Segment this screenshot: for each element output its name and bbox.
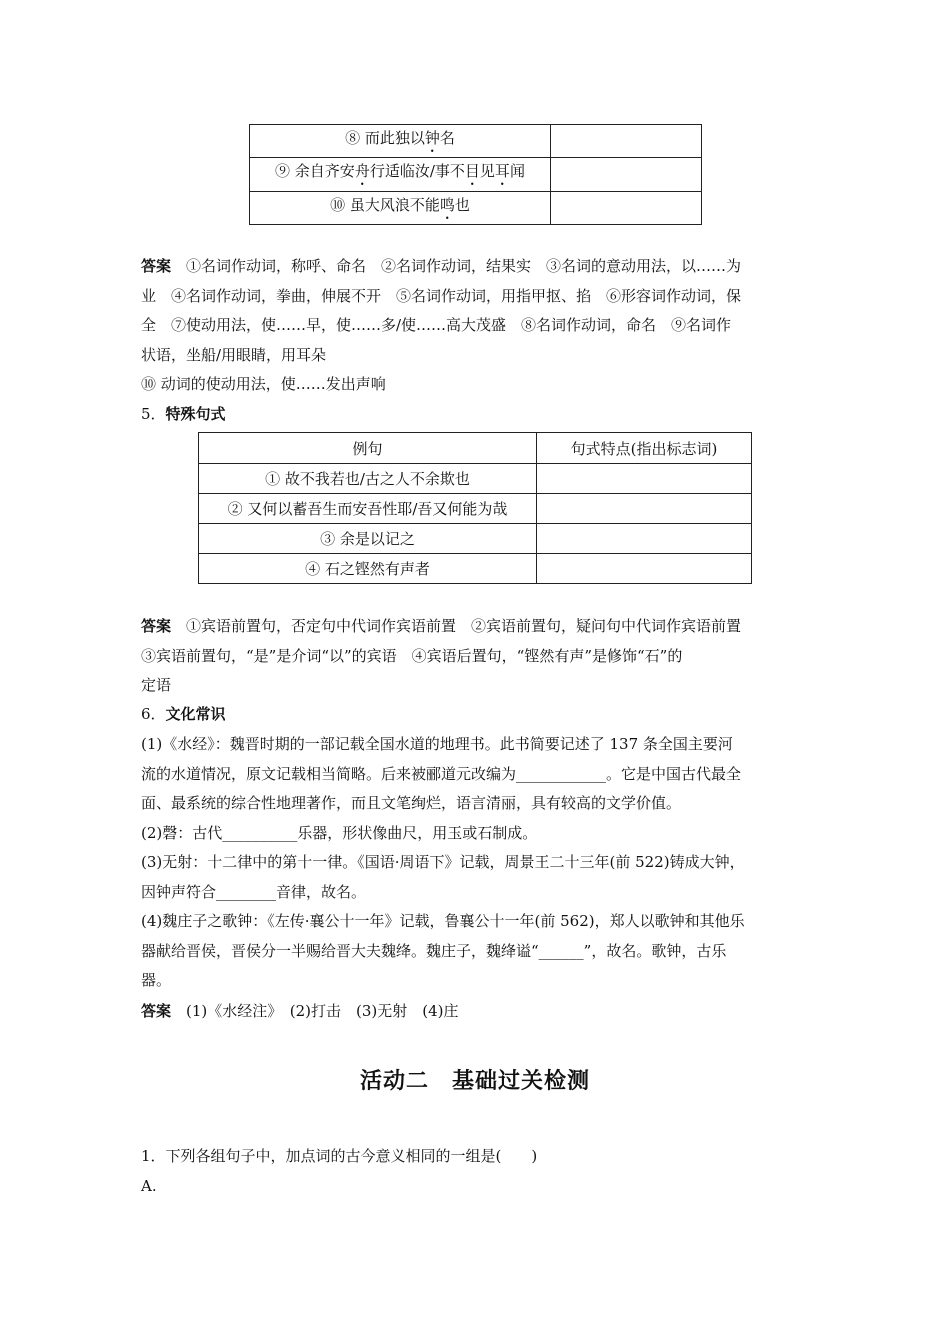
answer-block-2: 答案 ①宾语前置句，否定句中代词作宾语前置 ②宾语前置句，疑问句中代词作宾语前置 ③宾语前置句，“是”是介词“以”的宾语 ④宾语后置句，“铿然有声”是修饰“石”的 定语 xyxy=(141,617,742,694)
table-row xyxy=(199,524,752,554)
table-header-cell: 例句 xyxy=(199,433,537,464)
culture-item-2: (2)磬：古代__________乐器，形状像曲尺，用玉或石制成。 xyxy=(141,823,538,842)
table-cell-empty xyxy=(537,554,752,584)
table-row xyxy=(250,158,702,192)
culture-item-1: (1)《水经》：魏晋时期的一部记载全国水道的地理书。此书简要记述了 137 条全国主要河 xyxy=(141,735,733,753)
table-header-row xyxy=(199,433,752,464)
table-row xyxy=(199,554,752,584)
table-header-cell: 句式特点(指出标志词) xyxy=(537,433,752,464)
answer-label: 答案 xyxy=(141,1002,172,1020)
answer-label: 答案 xyxy=(141,257,172,275)
table-cell-empty xyxy=(551,158,702,192)
table-row xyxy=(199,464,752,494)
option-a: A. xyxy=(141,1176,157,1195)
table-cell-empty xyxy=(551,192,702,225)
table-cell-empty xyxy=(551,125,702,158)
culture-item-3: (3)无射：十二律中的第十一律。《国语·周语下》记载，周景王二十三年(前 522)铸成大钟， xyxy=(141,853,745,871)
question-text: 1．下列各组句子中，加点词的古今意义相同的一组是( ) xyxy=(141,1147,538,1165)
answer-block-3: 答案 (1)《水经注》 (2)打击 (3)无射 (4)庄 xyxy=(141,1002,459,1020)
table-cell: ③ 余是以记之 xyxy=(199,524,537,554)
table-cell-empty xyxy=(537,494,752,524)
section-heading-6: 6．文化常识 xyxy=(141,705,226,723)
culture-knowledge: (1)《水经》：魏晋时期的一部记载全国水道的地理书。此书简要记述了 137 条全国主要河 流的水道情况，原文记载相当简略。后来被郦道元改编为____________。它是中国古代最全 面、最系统的综合性地理著作，而且文笔绚烂，语言清丽，具有较高的文学价值。 (2)磬：古代__________乐器，形状像曲尺，用玉或石制成。 (3)无射：十二律中的第十一律。《国语·周语下》记载，周景王二十三年(前 522)铸成大钟， 因钟声符合________音律，故名。 (4)魏庄子之歌钟：《左传·襄公十一年》记载，鲁襄公十一年(前 562)，郑人以歌钟和其他乐 器献给晋侯，晋侯分一半赐给晋大夫魏绛。魏庄子，魏绛谥“______”，故名。歌钟，古乐 器。 xyxy=(141,730,811,996)
table-cell: ⑧ 而此独以钟名 xyxy=(250,125,551,158)
table-cell: ⑨ 余自齐安舟行适临汝/事不目见耳闻 xyxy=(250,158,551,192)
answer-label: 答案 xyxy=(141,617,172,635)
sentence-pattern-table xyxy=(198,432,752,584)
table-cell-empty xyxy=(537,464,752,494)
table-row xyxy=(199,494,752,524)
table-cell: ① 故不我若也/古之人不余欺也 xyxy=(199,464,537,494)
answer-block-1: 答案 ①名词作动词，称呼、命名 ②名词作动词，结果实 ③名词的意动用法，以……为 业 ④名词作动词，拳曲，伸展不开 ⑤名词作动词，用指甲抠、掐 ⑥形容词作动词，保 全 ⑦使动用法，使……早，使……多/使……高大茂盛 ⑧名词作动词，命名 ⑨名词作 状语，坐船/用眼睛，用耳朵 ⑩ 动词的使动用法，使……发出声响 xyxy=(141,257,742,393)
section-heading-5: 5．特殊句式 xyxy=(141,405,226,423)
word-usage-table xyxy=(249,124,702,225)
table-cell: ⑩ 虽大风浪不能鸣也 xyxy=(250,192,551,225)
culture-item-4: (4)魏庄子之歌钟：《左传·襄公十一年》记载，鲁襄公十一年(前 562)，郑人以歌钟和其他乐 xyxy=(141,912,745,930)
table-row xyxy=(250,192,702,225)
activity-title: 活动二 基础过关检测 xyxy=(359,1069,590,1094)
table-row xyxy=(250,125,702,158)
question-1 xyxy=(141,1142,811,1201)
table-cell: ② 又何以蓄吾生而安吾性耶/吾又何能为哉 xyxy=(199,494,537,524)
table-cell: ④ 石之铿然有声者 xyxy=(199,554,537,584)
table-cell-empty xyxy=(537,524,752,554)
